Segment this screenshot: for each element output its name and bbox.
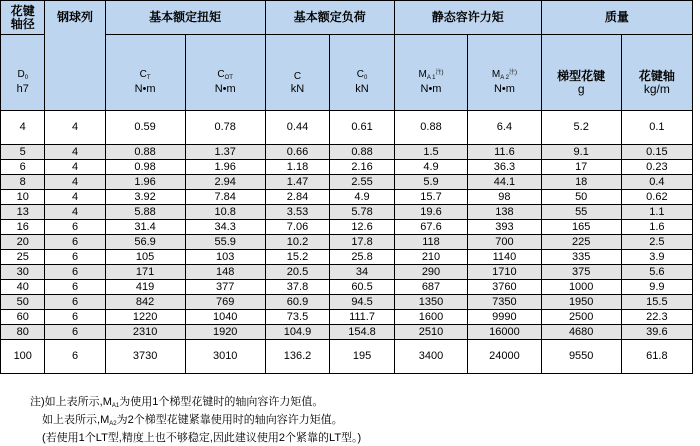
- note-line-2: 如上表所示,MA2为2个梯型花键紧靠使用时的轴向容许力矩值。: [42, 414, 343, 427]
- cell-ct: 3.92: [105, 190, 185, 205]
- header-ct: CT N•m: [105, 35, 185, 111]
- header-basic-torque: 基本额定扭矩: [105, 1, 265, 35]
- cell-flange-mass: 1000: [541, 280, 621, 295]
- cell-ct: 1.96: [105, 175, 185, 190]
- cell-c0: 0.61: [330, 111, 395, 145]
- cell-ball-rows: 4: [45, 160, 105, 175]
- cell-shaft-mass: 5.6: [621, 265, 692, 280]
- cell-ma2: 9990: [468, 310, 541, 325]
- cell-c0: 195: [330, 340, 395, 374]
- cell-c: 10.2: [265, 235, 330, 250]
- cell-ma2: 700: [468, 235, 541, 250]
- cell-c0: 2.16: [330, 160, 395, 175]
- header-ma1: MA $1^{注)}$ N•m: [394, 35, 467, 111]
- cell-shaft-mass: 0.23: [621, 160, 692, 175]
- cell-cot: 103: [185, 250, 265, 265]
- cell-ma2: 24000: [468, 340, 541, 374]
- cell-ma2: 393: [468, 220, 541, 235]
- header-flange-nut: 梯型花键 g: [541, 35, 621, 111]
- cell-bore: 4: [1, 111, 45, 145]
- cell-ball-rows: 6: [45, 310, 105, 325]
- cell-flange-mass: 50: [541, 190, 621, 205]
- cell-c0: 0.88: [330, 145, 395, 160]
- table-row: [1, 111, 693, 145]
- cell-c: 3.53: [265, 205, 330, 220]
- cell-shaft-mass: 15.5: [621, 295, 692, 310]
- cell-cot: 2.94: [185, 175, 265, 190]
- cell-ct: 3730: [105, 340, 185, 374]
- cell-c0: 5.78: [330, 205, 395, 220]
- cell-c0: 17.8: [330, 235, 395, 250]
- cell-bore: 25: [1, 250, 45, 265]
- cell-shaft-mass: 61.8: [621, 340, 692, 374]
- cell-c: 7.06: [265, 220, 330, 235]
- cell-cot: 1920: [185, 325, 265, 340]
- note-line-3: (若使用1个LT型,精度上也不够稳定,因此建议使用2个紧靠的LT型。): [42, 432, 362, 444]
- cell-ma1: 1.5: [394, 145, 467, 160]
- cell-c0: 34: [330, 265, 395, 280]
- cell-ct: 0.98: [105, 160, 185, 175]
- cell-ball-rows: 6: [45, 340, 105, 374]
- cell-ct: 5.88: [105, 205, 185, 220]
- cell-ma1: 67.6: [394, 220, 467, 235]
- cell-shaft-mass: 2.5: [621, 235, 692, 250]
- cell-bore: 50: [1, 295, 45, 310]
- header-static-moment: 静态容许力矩: [394, 1, 541, 35]
- table-row: [1, 250, 693, 265]
- note-line-1: 注)如上表所示,MA1为使用1个梯型花键时的轴向容许力矩值。: [30, 396, 324, 409]
- cell-flange-mass: 17: [541, 160, 621, 175]
- table-row: [1, 235, 693, 250]
- table-row: [1, 280, 693, 295]
- table-row: [1, 340, 693, 374]
- cell-bore: 13: [1, 205, 45, 220]
- cell-shaft-mass: 3.9: [621, 250, 692, 265]
- cell-c0: 111.7: [330, 310, 395, 325]
- cell-ball-rows: 6: [45, 265, 105, 280]
- cell-c0: 2.55: [330, 175, 395, 190]
- cell-ma1: 687: [394, 280, 467, 295]
- cell-c: 15.2: [265, 250, 330, 265]
- cell-shaft-mass: 0.1: [621, 111, 692, 145]
- cell-ball-rows: 4: [45, 190, 105, 205]
- cell-bore: 10: [1, 190, 45, 205]
- cell-ct: 105: [105, 250, 185, 265]
- cell-flange-mass: 225: [541, 235, 621, 250]
- cell-bore: 30: [1, 265, 45, 280]
- table-row: [1, 310, 693, 325]
- cell-bore: 20: [1, 235, 45, 250]
- cell-ball-rows: 6: [45, 250, 105, 265]
- cell-cot: 0.78: [185, 111, 265, 145]
- cell-cot: 1040: [185, 310, 265, 325]
- cell-c0: 154.8: [330, 325, 395, 340]
- footnotes: [30, 394, 361, 446]
- cell-ball-rows: 6: [45, 280, 105, 295]
- cell-ma1: 1350: [394, 295, 467, 310]
- header-ma2: MA $2^{注)}$ N•m: [468, 35, 541, 111]
- cell-shaft-mass: 0.62: [621, 190, 692, 205]
- cell-ma1: 0.88: [394, 111, 467, 145]
- cell-cot: 55.9: [185, 235, 265, 250]
- header-c: C kN: [265, 35, 330, 111]
- cell-c0: 25.8: [330, 250, 395, 265]
- cell-ma2: 7350: [468, 295, 541, 310]
- cell-bore: 40: [1, 280, 45, 295]
- cell-shaft-mass: 39.6: [621, 325, 692, 340]
- cell-ma1: 3400: [394, 340, 467, 374]
- cell-ct: 1220: [105, 310, 185, 325]
- cell-flange-mass: 4680: [541, 325, 621, 340]
- cell-ma1: 2510: [394, 325, 467, 340]
- cell-flange-mass: 2500: [541, 310, 621, 325]
- header-c0: C0 kN: [330, 35, 395, 111]
- cell-ma2: 44.1: [468, 175, 541, 190]
- cell-ct: 171: [105, 265, 185, 280]
- table-row: [1, 295, 693, 310]
- cell-ma2: 11.6: [468, 145, 541, 160]
- header-mass: 质量: [541, 1, 692, 35]
- cell-flange-mass: 9.1: [541, 145, 621, 160]
- table-body: [1, 111, 693, 374]
- cell-cot: 769: [185, 295, 265, 310]
- cell-ct: 0.88: [105, 145, 185, 160]
- cell-cot: 7.84: [185, 190, 265, 205]
- cell-flange-mass: 55: [541, 205, 621, 220]
- table-row: [1, 190, 693, 205]
- cell-c: 73.5: [265, 310, 330, 325]
- cell-ma2: 98: [468, 190, 541, 205]
- cell-ma2: 138: [468, 205, 541, 220]
- cell-ct: 842: [105, 295, 185, 310]
- cell-ball-rows: 6: [45, 235, 105, 250]
- cell-shaft-mass: 22.3: [621, 310, 692, 325]
- cell-cot: 1.96: [185, 160, 265, 175]
- cell-ball-rows: 4: [45, 175, 105, 190]
- cell-c: 136.2: [265, 340, 330, 374]
- cell-ball-rows: 4: [45, 111, 105, 145]
- cell-c: 2.84: [265, 190, 330, 205]
- cell-ma2: 36.3: [468, 160, 541, 175]
- cell-c: 1.47: [265, 175, 330, 190]
- table-row: [1, 145, 693, 160]
- cell-flange-mass: 18: [541, 175, 621, 190]
- header-d0: D0 h7: [1, 35, 45, 111]
- cell-c0: 94.5: [330, 295, 395, 310]
- header-bore: 花键 轴径: [1, 1, 45, 35]
- table-row: [1, 220, 693, 235]
- cell-bore: 6: [1, 160, 45, 175]
- cell-c: 0.66: [265, 145, 330, 160]
- cell-ma1: 19.6: [394, 205, 467, 220]
- cell-ball-rows: 6: [45, 295, 105, 310]
- cell-bore: 60: [1, 310, 45, 325]
- cell-ma1: 4.9: [394, 160, 467, 175]
- cell-flange-mass: 165: [541, 220, 621, 235]
- cell-ma1: 290: [394, 265, 467, 280]
- table-row: [1, 175, 693, 190]
- cell-cot: 3010: [185, 340, 265, 374]
- cell-bore: 8: [1, 175, 45, 190]
- cell-bore: 5: [1, 145, 45, 160]
- cell-ma1: 1600: [394, 310, 467, 325]
- cell-c0: 60.5: [330, 280, 395, 295]
- cell-ct: 56.9: [105, 235, 185, 250]
- cell-c: 1.18: [265, 160, 330, 175]
- table-row: [1, 205, 693, 220]
- cell-shaft-mass: 0.4: [621, 175, 692, 190]
- cell-c0: 4.9: [330, 190, 395, 205]
- cell-cot: 1.37: [185, 145, 265, 160]
- cell-ma1: 5.9: [394, 175, 467, 190]
- cell-flange-mass: 1950: [541, 295, 621, 310]
- table-row: [1, 325, 693, 340]
- cell-ct: 419: [105, 280, 185, 295]
- cell-c: 37.8: [265, 280, 330, 295]
- cell-ball-rows: 6: [45, 325, 105, 340]
- cell-shaft-mass: 1.6: [621, 220, 692, 235]
- cell-c0: 12.6: [330, 220, 395, 235]
- cell-shaft-mass: 1.1: [621, 205, 692, 220]
- cell-c: 20.5: [265, 265, 330, 280]
- cell-c: 0.44: [265, 111, 330, 145]
- cell-ma2: 16000: [468, 325, 541, 340]
- cell-ma1: 210: [394, 250, 467, 265]
- cell-ma1: 118: [394, 235, 467, 250]
- cell-shaft-mass: 9.9: [621, 280, 692, 295]
- cell-ball-rows: 4: [45, 205, 105, 220]
- cell-flange-mass: 375: [541, 265, 621, 280]
- cell-ct: 0.59: [105, 111, 185, 145]
- cell-bore: 16: [1, 220, 45, 235]
- header-cot: COT N•m: [185, 35, 265, 111]
- cell-flange-mass: 5.2: [541, 111, 621, 145]
- cell-c: 104.9: [265, 325, 330, 340]
- cell-bore: 80: [1, 325, 45, 340]
- cell-ma2: 1140: [468, 250, 541, 265]
- cell-ma1: 15.7: [394, 190, 467, 205]
- cell-flange-mass: 335: [541, 250, 621, 265]
- cell-ct: 31.4: [105, 220, 185, 235]
- cell-ma2: 3760: [468, 280, 541, 295]
- cell-cot: 10.8: [185, 205, 265, 220]
- cell-shaft-mass: 0.15: [621, 145, 692, 160]
- cell-ma2: 6.4: [468, 111, 541, 145]
- header-basic-load: 基本额定负荷: [265, 1, 394, 35]
- cell-bore: 100: [1, 340, 45, 374]
- cell-flange-mass: 9550: [541, 340, 621, 374]
- cell-ball-rows: 6: [45, 220, 105, 235]
- table-row: [1, 160, 693, 175]
- cell-ma2: 1710: [468, 265, 541, 280]
- cell-c: 60.9: [265, 295, 330, 310]
- cell-cot: 377: [185, 280, 265, 295]
- cell-ct: 2310: [105, 325, 185, 340]
- cell-ball-rows: 4: [45, 145, 105, 160]
- table-row: [1, 265, 693, 280]
- cell-cot: 34.3: [185, 220, 265, 235]
- cell-cot: 148: [185, 265, 265, 280]
- header-ball-rows: 钢球列: [45, 1, 105, 111]
- header-shaft: 花键轴 kg/m: [621, 35, 692, 111]
